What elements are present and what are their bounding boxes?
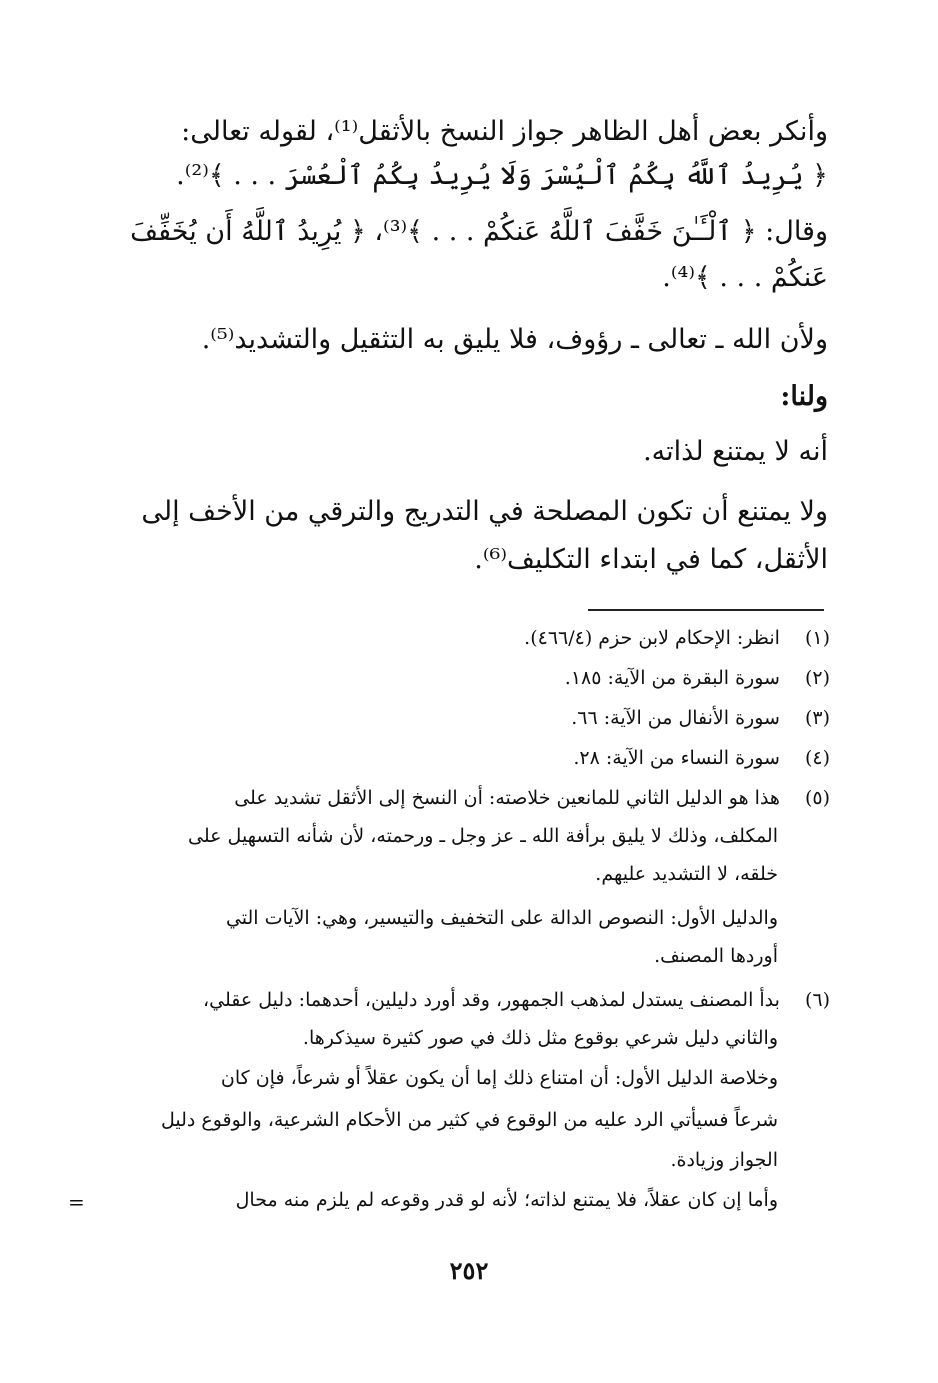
footnote-text: بدأ المصنف يستدل لمذهب الجمهور، وقد أورد دليلين، أحدهما: دليل عقلي، <box>203 989 780 1011</box>
main-line: ولأن الله ـ تعالى ـ رؤوف، فلا يليق به التثقيل والتشديد⁽⁵⁾. <box>201 324 828 355</box>
footnote-text: سورة النساء من الآية: ٢٨. <box>573 747 780 769</box>
main-line: عَنكُمْ . . . ﴾⁽⁴⁾. <box>662 262 828 293</box>
footnote-text: سورة البقرة من الآية: ١٨٥. <box>564 667 780 689</box>
main-line: أنه لا يمتنع لذاته. <box>643 436 828 467</box>
footnote-line: والثاني دليل شرعي بوقوع مثل ذلك في صور كثيرة سيذكرها. <box>302 1027 778 1049</box>
continuation-mark: = <box>68 1190 85 1214</box>
footnote-text: هذا هو الدليل الثاني للمانعين خلاصته: أن النسخ إلى الأثقل تشديد على <box>234 787 780 809</box>
footnote-text: انظر: الإحكام لابن حزم (٤٦٦/٤). <box>524 627 780 649</box>
footnote-number: (٥) <box>804 787 830 809</box>
footnote-number: (٤) <box>804 747 830 769</box>
footnote <box>104 620 830 656</box>
footnote-number: (٦) <box>804 989 830 1011</box>
footnote <box>104 700 830 736</box>
footnote-line: خلقه، لا التشديد عليهم. <box>595 863 778 885</box>
section-heading: ولنا: <box>780 381 828 412</box>
footnote <box>104 982 830 1018</box>
page-number: ٢٥٢ <box>449 1256 489 1285</box>
footnote-line: أوردها المصنف. <box>654 945 778 967</box>
footnote-divider <box>588 609 824 611</box>
footnote-text: سورة الأنفال من الآية: ٦٦. <box>571 707 780 729</box>
main-line: وقال: ﴿ ٱلْـَٔـٰنَ خَفَّفَ ٱللَّهُ عَنكُمْ . . . ﴾⁽³⁾، ﴿ يُرِيدُ ٱللَّهُ أَن يُخَفِّفَ <box>130 216 828 247</box>
footnote-number: (١) <box>804 627 830 649</box>
main-line: وأنكر بعض أهل الظاهر جواز النسخ بالأثقل⁽¹⁾، لقوله تعالى: <box>181 116 828 147</box>
main-line: الأثقل، كما في ابتداء التكليف⁽⁶⁾. <box>474 544 828 575</box>
main-line: ولا يمتنع أن تكون المصلحة في التدريج والترقي من الأخف إلى <box>141 496 828 527</box>
footnote-line: المكلف، وذلك لا يليق برأفة الله ـ عز وجل ـ ورحمته، لأن شأنه التسهيل على <box>188 825 778 847</box>
footnote-number: (٢) <box>804 667 830 689</box>
footnote-line: وأما إن كان عقلاً، فلا يمتنع لذاته؛ لأنه لو قدر وقوعه لم يلزم منه محال <box>235 1189 778 1211</box>
footnote-line: والدليل الأول: النصوص الدالة على التخفيف والتيسير، وهي: الآيات التي <box>225 907 778 929</box>
footnote-line: شرعاً فسيأتي الرد عليه من الوقوع في كثير من الأحكام الشرعية، والوقوع دليل <box>160 1109 778 1131</box>
footnote <box>104 740 830 776</box>
footnote <box>104 780 830 816</box>
footnote-number: (٣) <box>804 707 830 729</box>
footnote-line: الجواز وزيادة. <box>670 1149 778 1171</box>
quran-verse-line: ﴿ يُرِيدُ ٱللَّهُ بِكُمُ ٱلْيُسْرَ وَلَا يُرِيدُ بِكُمُ ٱلْعُسْرَ . . . ﴾⁽²⁾. <box>176 160 828 191</box>
footnote-line: وخلاصة الدليل الأول: أن امتناع ذلك إما أن يكون عقلاً أو شرعاً، فإن كان <box>220 1067 778 1089</box>
footnote <box>104 660 830 696</box>
